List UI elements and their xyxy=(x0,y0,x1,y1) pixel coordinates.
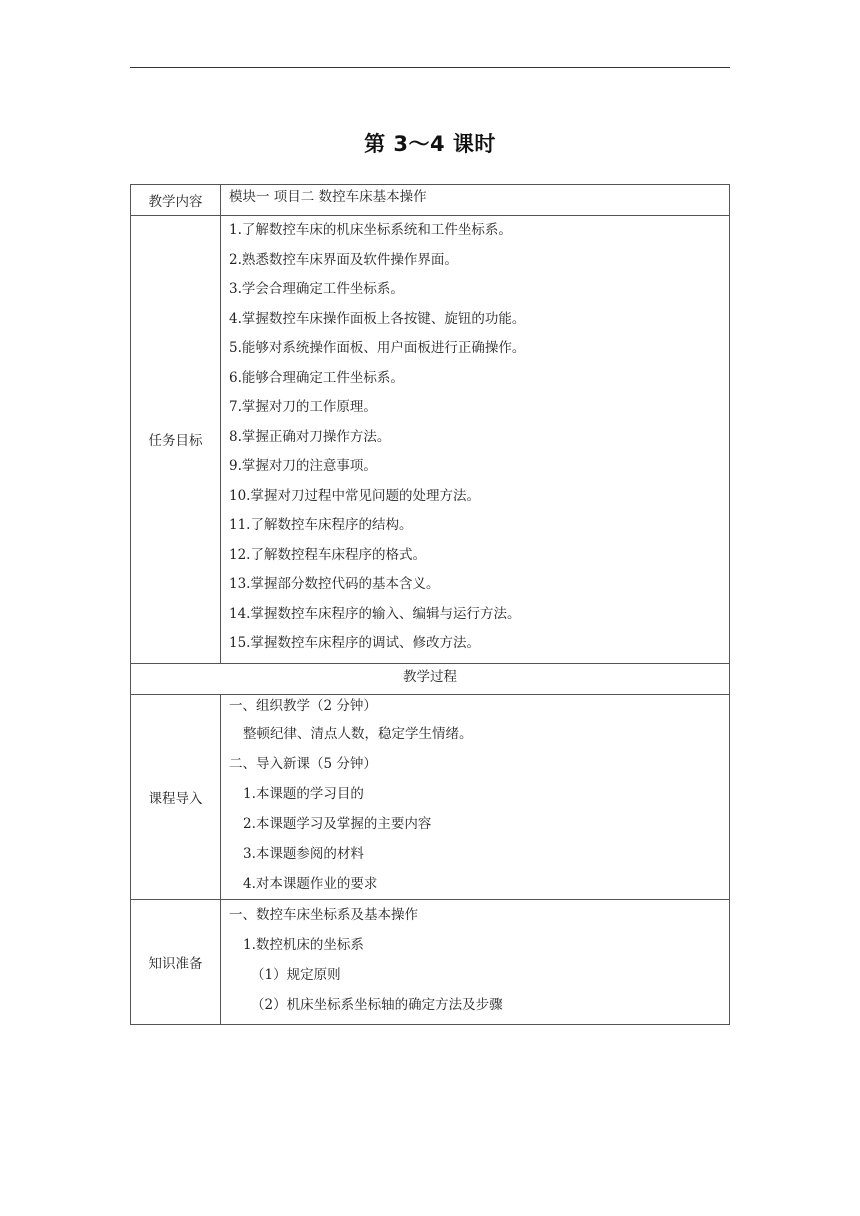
knowledge-cell xyxy=(221,899,730,1024)
objective-item: 2.熟悉数控车床界面及软件操作界面。 xyxy=(229,251,458,268)
intro-row xyxy=(131,694,730,899)
objective-item: 1.了解数控车床的机床坐标系统和工件坐标系。 xyxy=(229,222,512,238)
objectives-cell xyxy=(221,216,730,664)
objective-item: 6.能够合理确定工件坐标系。 xyxy=(229,369,404,386)
knowledge-line: 1.数控机床的坐标系 xyxy=(243,936,364,953)
intro-line: 一、组织教学（2 分钟） xyxy=(229,697,377,714)
knowledge-line: 一、数控车床坐标系及基本操作 xyxy=(229,906,418,923)
objective-item: 3.学会合理确定工件坐标系。 xyxy=(229,281,404,297)
objective-item: 11.了解数控车床程序的结构。 xyxy=(229,517,413,533)
objective-item: 8.掌握正确对刀操作方法。 xyxy=(229,428,391,445)
lesson-plan-table xyxy=(130,184,730,1025)
intro-line: 3.本课题参阅的材料 xyxy=(243,845,364,862)
content-label: 教学内容 xyxy=(131,185,221,216)
process-header: 教学过程 xyxy=(131,663,730,694)
objective-item: 4.掌握数控车床操作面板上各按键、旋钮的功能。 xyxy=(229,310,526,327)
intro-line: 2.本课题学习及掌握的主要内容 xyxy=(243,815,432,832)
objective-item: 5.能够对系统操作面板、用户面板进行正确操作。 xyxy=(229,340,526,356)
intro-label: 课程导入 xyxy=(131,694,221,899)
content-row xyxy=(131,185,730,216)
page-title: 第 3～4 课时 xyxy=(364,132,496,156)
objective-item: 10.掌握对刀过程中常见问题的处理方法。 xyxy=(229,487,480,504)
intro-cell xyxy=(221,694,730,899)
content-cell xyxy=(221,185,730,216)
knowledge-label: 知识准备 xyxy=(131,899,221,1024)
objectives-row xyxy=(131,216,730,664)
objective-item: 14.掌握数控车床程序的输入、编辑与运行方法。 xyxy=(229,605,521,622)
intro-line: 二、导入新课（5 分钟） xyxy=(229,755,377,772)
objective-item: 7.掌握对刀的工作原理。 xyxy=(229,399,377,415)
header-rule xyxy=(130,67,730,68)
objectives-label: 任务目标 xyxy=(131,216,221,664)
objective-item: 12.了解数控程车床程序的格式。 xyxy=(229,546,426,563)
content-value: 模块一 项目二 数控车床基本操作 xyxy=(229,189,427,205)
objective-item: 13.掌握部分数控代码的基本含义。 xyxy=(229,576,440,592)
intro-line: 1.本课题的学习目的 xyxy=(243,785,364,802)
process-header-row xyxy=(131,663,730,694)
intro-line: 4.对本课题作业的要求 xyxy=(243,875,378,892)
objective-item: 15.掌握数控车床程序的调试、修改方法。 xyxy=(229,635,480,651)
objective-item: 9.掌握对刀的注意事项。 xyxy=(229,458,377,474)
knowledge-row xyxy=(131,899,730,1024)
knowledge-line: （1）规定原则 xyxy=(251,966,341,983)
knowledge-line: （2）机床坐标系坐标轴的确定方法及步骤 xyxy=(251,996,503,1013)
intro-line: 整顿纪律、清点人数，稳定学生情绪。 xyxy=(243,725,473,742)
